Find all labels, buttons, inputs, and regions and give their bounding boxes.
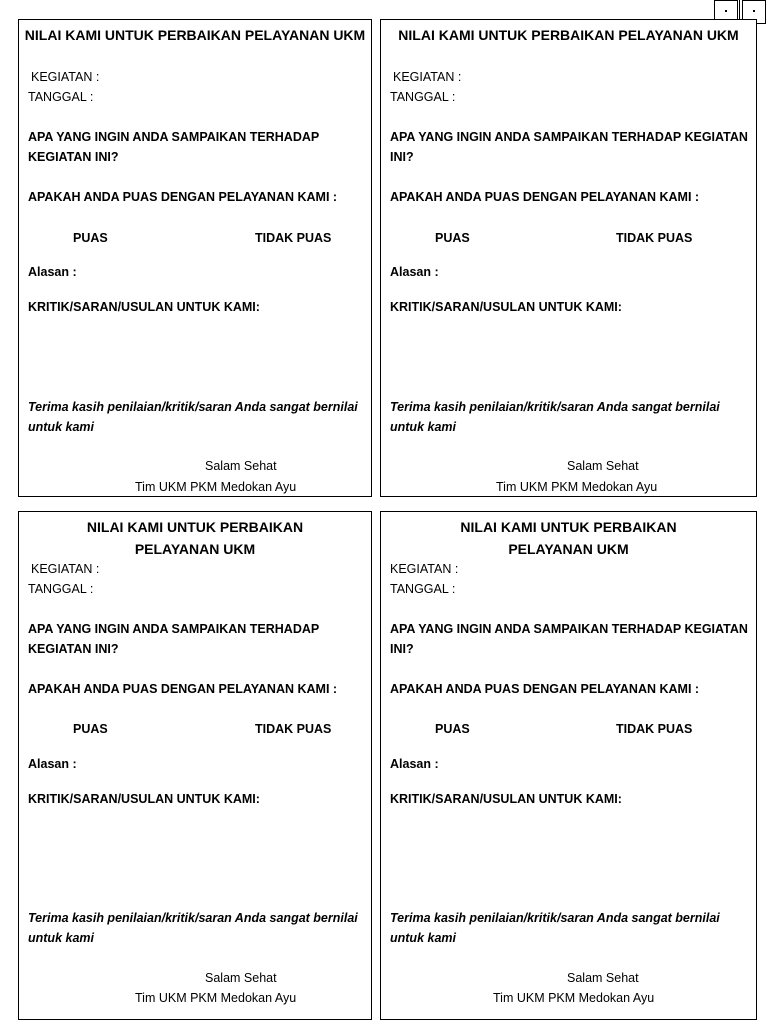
card-title-line: PELAYANAN UKM bbox=[508, 541, 629, 557]
card-title bbox=[381, 24, 756, 46]
thanks-line: untuk kami bbox=[28, 931, 94, 945]
option-tidak-puas[interactable]: TIDAK PUAS bbox=[616, 722, 693, 736]
question-line: KEGIATAN INI? bbox=[28, 642, 119, 656]
alasan-label: Alasan : bbox=[390, 757, 439, 771]
feedback-card bbox=[18, 19, 372, 497]
question-line: KEGIATAN INI? bbox=[28, 150, 119, 164]
option-puas[interactable]: PUAS bbox=[73, 231, 108, 245]
card-title bbox=[19, 516, 371, 560]
question-line: APA YANG INGIN ANDA SAMPAIKAN TERHADAP bbox=[28, 622, 320, 636]
question-line: APA YANG INGIN ANDA SAMPAIKAN TERHADAP KEGIATAN bbox=[390, 622, 748, 636]
option-tidak-puas[interactable]: TIDAK PUAS bbox=[255, 231, 332, 245]
card-title-line: NILAI KAMI UNTUK PERBAIKAN PELAYANAN UKM bbox=[398, 27, 739, 43]
team-signature: Tim UKM PKM Medokan Ayu bbox=[493, 991, 655, 1005]
team-signature: Tim UKM PKM Medokan Ayu bbox=[135, 991, 297, 1005]
thanks-line: untuk kami bbox=[390, 420, 456, 434]
option-puas[interactable]: PUAS bbox=[73, 722, 108, 736]
tanggal-label: TANGGAL : bbox=[390, 90, 456, 104]
card-title bbox=[381, 516, 756, 560]
team-signature: Tim UKM PKM Medokan Ayu bbox=[496, 480, 658, 494]
satisfaction-question: APAKAH ANDA PUAS DENGAN PELAYANAN KAMI : bbox=[390, 682, 700, 696]
team-signature: Tim UKM PKM Medokan Ayu bbox=[135, 480, 297, 494]
option-tidak-puas[interactable]: TIDAK PUAS bbox=[255, 722, 332, 736]
card-title-line: NILAI KAMI UNTUK PERBAIKAN bbox=[460, 519, 677, 535]
feedback-card bbox=[380, 19, 757, 497]
card-title-line: PELAYANAN UKM bbox=[134, 541, 256, 557]
card-title bbox=[19, 24, 371, 46]
kegiatan-label: KEGIATAN : bbox=[31, 70, 100, 84]
salam-sehat: Salam Sehat bbox=[567, 459, 639, 473]
kegiatan-label: KEGIATAN : bbox=[390, 562, 459, 576]
salam-sehat: Salam Sehat bbox=[205, 459, 277, 473]
satisfaction-question: APAKAH ANDA PUAS DENGAN PELAYANAN KAMI : bbox=[390, 190, 700, 204]
thanks-line: untuk kami bbox=[390, 931, 456, 945]
alasan-label: Alasan : bbox=[28, 265, 77, 279]
option-puas[interactable]: PUAS bbox=[435, 722, 470, 736]
kegiatan-label: KEGIATAN : bbox=[393, 70, 462, 84]
thanks-line: untuk kami bbox=[28, 420, 94, 434]
alasan-label: Alasan : bbox=[390, 265, 439, 279]
kritik-label: KRITIK/SARAN/USULAN UNTUK KAMI: bbox=[390, 792, 622, 806]
thanks-line: Terima kasih penilaian/kritik/saran Anda sangat bernilai bbox=[28, 400, 358, 414]
alasan-label: Alasan : bbox=[28, 757, 77, 771]
kritik-label: KRITIK/SARAN/USULAN UNTUK KAMI: bbox=[28, 300, 260, 314]
question-line: INI? bbox=[390, 642, 414, 656]
thanks-line: Terima kasih penilaian/kritik/saran Anda sangat bernilai bbox=[390, 911, 720, 925]
satisfaction-question: APAKAH ANDA PUAS DENGAN PELAYANAN KAMI : bbox=[28, 682, 338, 696]
salam-sehat: Salam Sehat bbox=[205, 971, 277, 985]
thanks-line: Terima kasih penilaian/kritik/saran Anda sangat bernilai bbox=[28, 911, 358, 925]
tanggal-label: TANGGAL : bbox=[28, 582, 94, 596]
salam-sehat: Salam Sehat bbox=[567, 971, 639, 985]
option-puas[interactable]: PUAS bbox=[435, 231, 470, 245]
card-title-line: NILAI KAMI UNTUK PERBAIKAN PELAYANAN UKM bbox=[24, 27, 366, 43]
satisfaction-question: APAKAH ANDA PUAS DENGAN PELAYANAN KAMI : bbox=[28, 190, 338, 204]
feedback-card bbox=[380, 511, 757, 1020]
card-title-line: NILAI KAMI UNTUK PERBAIKAN bbox=[86, 519, 304, 535]
feedback-card bbox=[18, 511, 372, 1020]
tanggal-label: TANGGAL : bbox=[28, 90, 94, 104]
question-line: APA YANG INGIN ANDA SAMPAIKAN TERHADAP bbox=[28, 130, 320, 144]
option-tidak-puas[interactable]: TIDAK PUAS bbox=[616, 231, 693, 245]
kritik-label: KRITIK/SARAN/USULAN UNTUK KAMI: bbox=[390, 300, 622, 314]
kritik-label: KRITIK/SARAN/USULAN UNTUK KAMI: bbox=[28, 792, 260, 806]
tanggal-label: TANGGAL : bbox=[390, 582, 456, 596]
question-line: INI? bbox=[390, 150, 414, 164]
question-line: APA YANG INGIN ANDA SAMPAIKAN TERHADAP KEGIATAN bbox=[390, 130, 748, 144]
kegiatan-label: KEGIATAN : bbox=[31, 562, 100, 576]
thanks-line: Terima kasih penilaian/kritik/saran Anda sangat bernilai bbox=[390, 400, 720, 414]
